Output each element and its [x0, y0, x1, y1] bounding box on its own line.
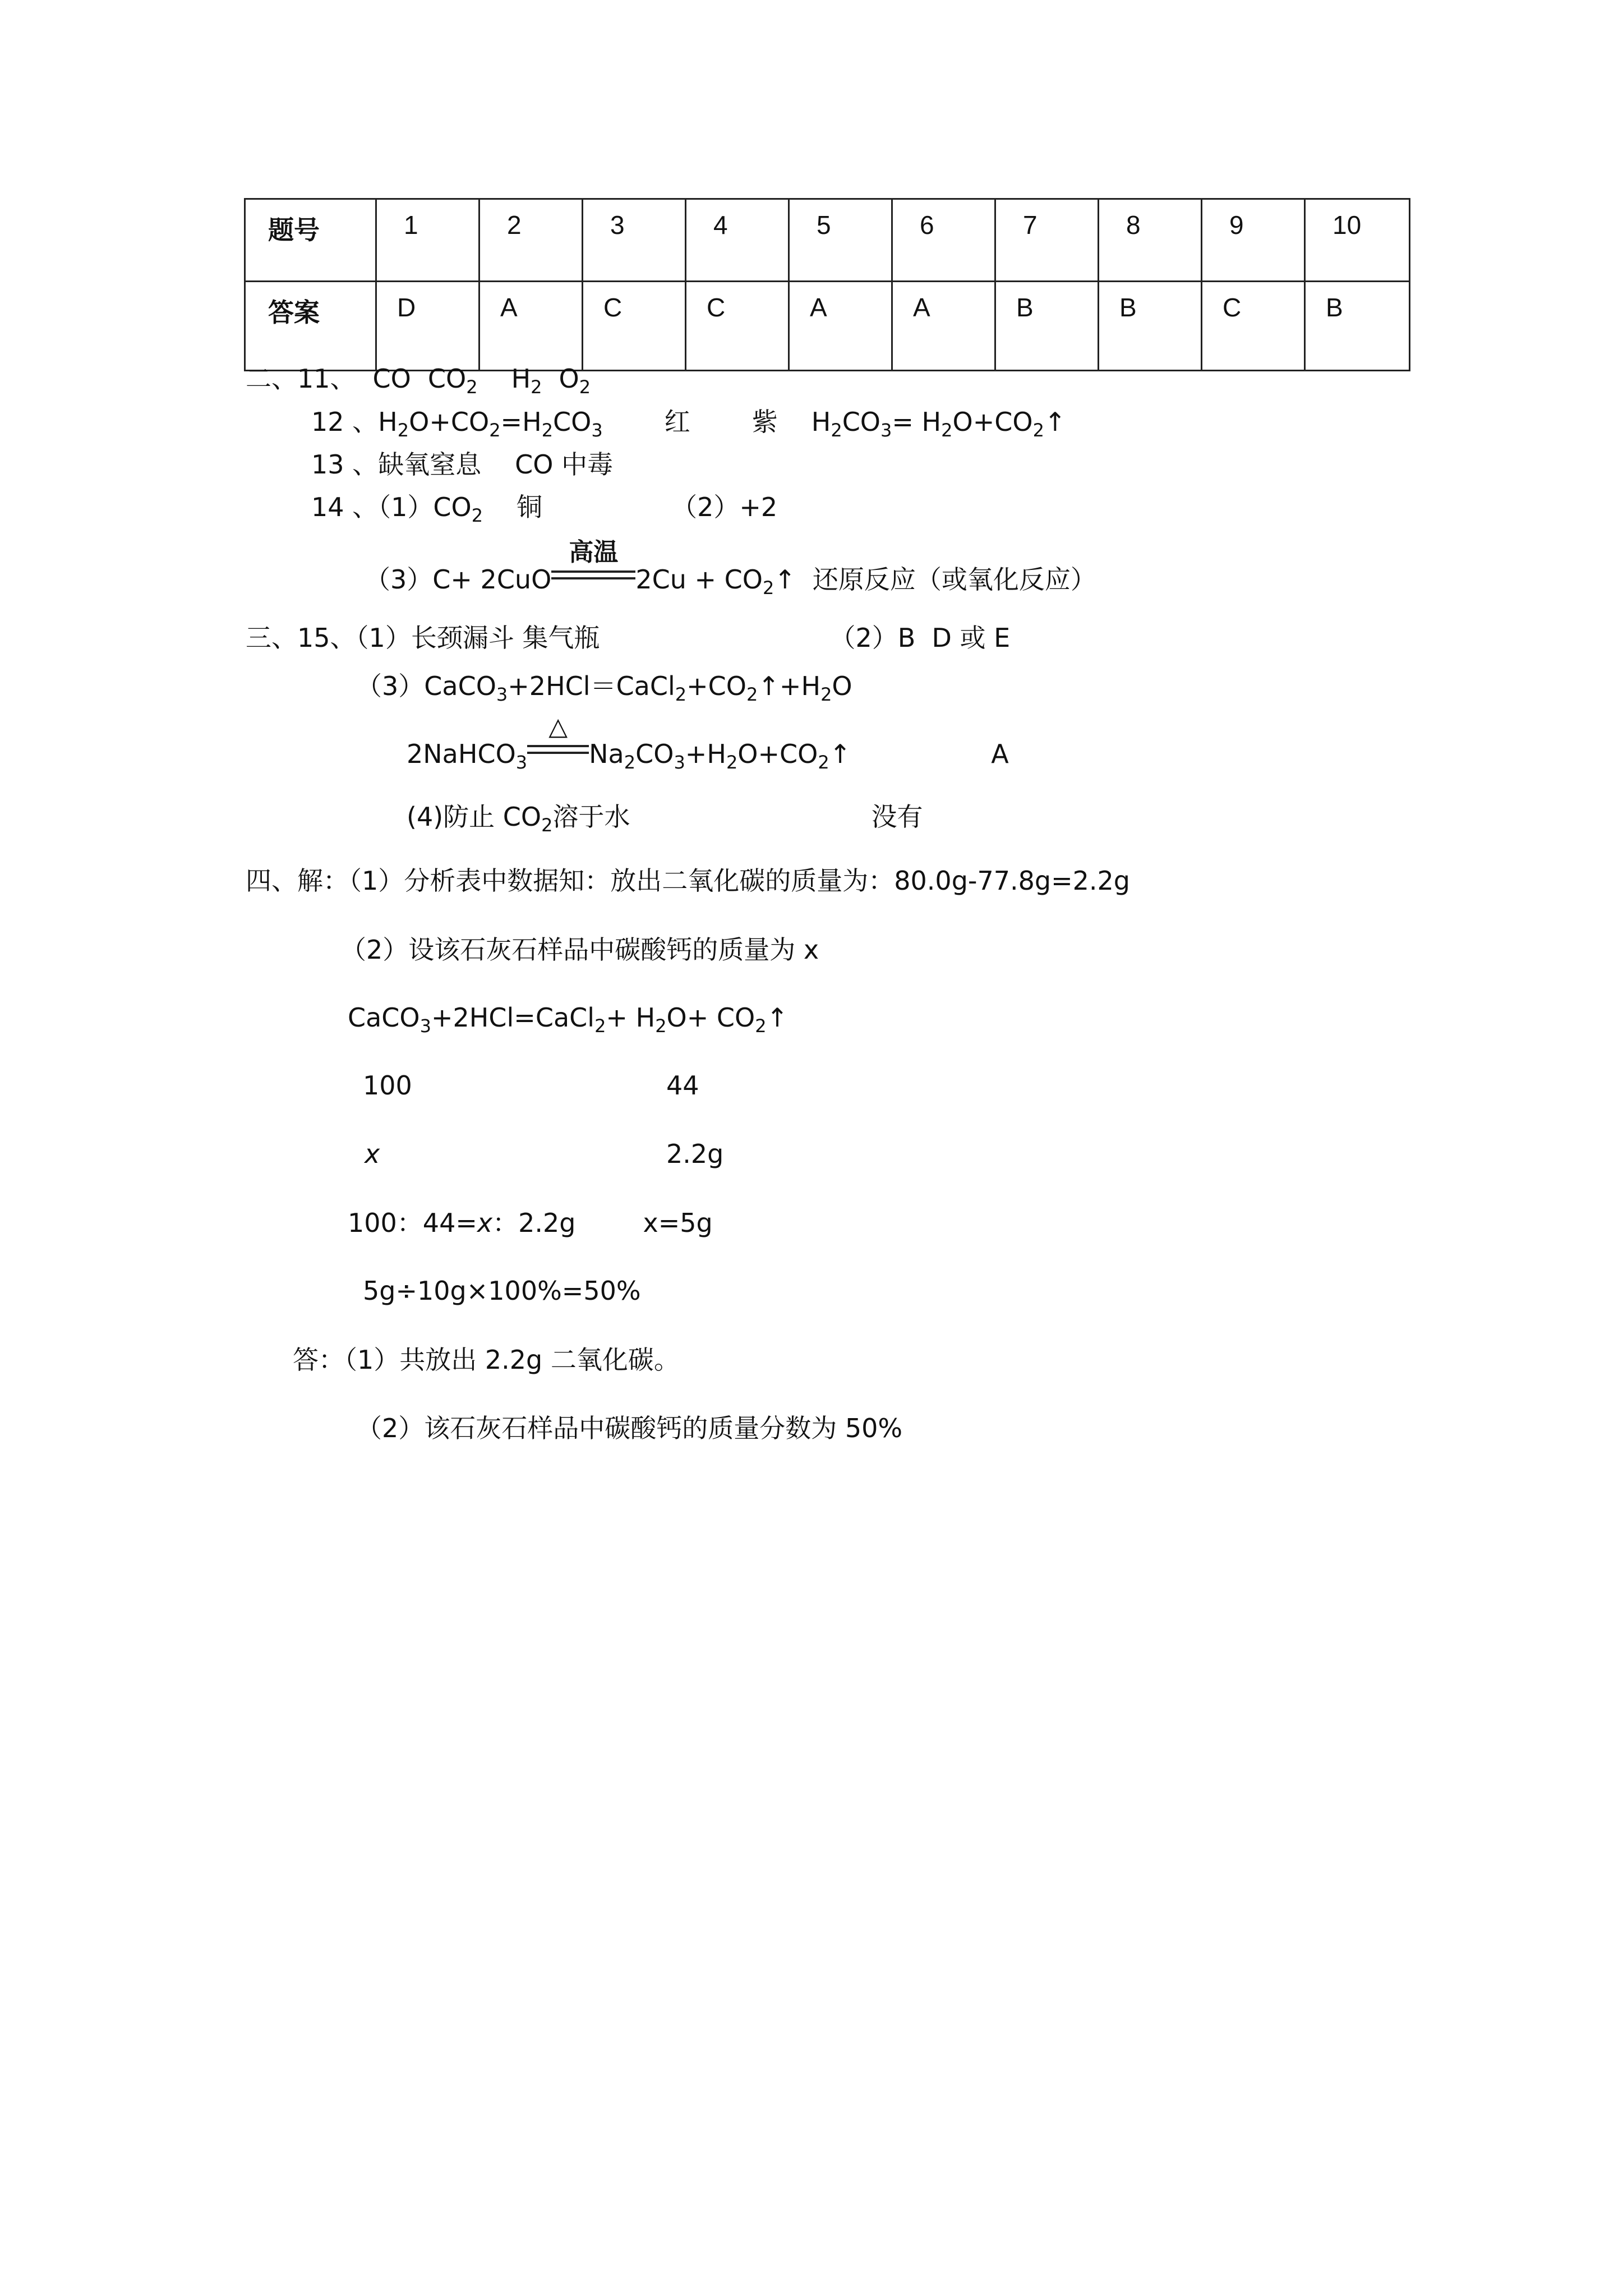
- subscript: 3: [496, 684, 508, 705]
- percent-calculation: 5g÷10g×100%=50%: [363, 1276, 641, 1306]
- header-label: 题号: [245, 199, 376, 282]
- equals-sign-icon: [527, 745, 589, 757]
- table-row-answers: [245, 282, 1410, 371]
- formula-text: CO: [553, 407, 592, 437]
- subscript: 3: [591, 420, 603, 441]
- answer-label: 答案: [245, 282, 376, 371]
- answer-text: 铜: [517, 492, 543, 522]
- subscript: 2: [941, 420, 953, 441]
- reaction-condition: [551, 538, 635, 596]
- subscript: 2: [831, 420, 842, 441]
- formula-text: x=5g: [643, 1208, 713, 1238]
- proportion-line: [348, 1206, 713, 1240]
- formula-text: +H: [685, 739, 726, 769]
- subscript: 2: [675, 684, 687, 705]
- formula-text: = H: [892, 407, 942, 437]
- gas-arrow-icon: ↑: [774, 564, 796, 595]
- table-row-numbers: [245, 199, 1410, 282]
- subscript: 2: [489, 420, 501, 441]
- formula-text: x: [477, 1208, 493, 1238]
- question-number: 7: [995, 199, 1099, 282]
- formula-text: +2HCl＝CaCl: [508, 671, 675, 701]
- subscript: 2: [541, 815, 553, 836]
- subscript: 2: [755, 1015, 767, 1037]
- subscript: 2: [818, 752, 829, 773]
- condition-high-temp: 高温: [569, 538, 619, 567]
- subscript: 2: [762, 577, 774, 599]
- formula-text: +CO: [686, 671, 747, 701]
- answer-text: CO 中毒: [515, 449, 614, 480]
- formula-text: O+CO: [952, 407, 1033, 437]
- gas-arrow-icon: ↑: [766, 1002, 789, 1033]
- answer-cell: B: [1305, 282, 1410, 371]
- solution-equation: [348, 1001, 788, 1037]
- subscript: 2: [624, 752, 636, 773]
- heat-triangle-icon: △: [548, 712, 568, 741]
- formula-text: O+ CO: [666, 1002, 755, 1033]
- answer-cell: B: [995, 282, 1099, 371]
- answer-text: A: [991, 739, 1009, 769]
- molar-mass-right: 44: [666, 1070, 699, 1101]
- answer-line-q15-4: [407, 800, 923, 836]
- formula-text: O: [832, 671, 852, 701]
- formula-text: CO: [372, 364, 411, 394]
- answer-line-q14-3: [365, 538, 1096, 599]
- gas-arrow-icon: ↑: [829, 739, 851, 769]
- answer-text: （1）CO: [378, 492, 472, 522]
- q14-prefix: 14 、: [311, 492, 379, 522]
- subscript: 2: [746, 684, 758, 705]
- answer-cell: D: [376, 282, 479, 371]
- formula-text: + H: [606, 1002, 656, 1033]
- formula-text: H: [811, 407, 831, 437]
- question-number: 1: [376, 199, 479, 282]
- formula-text: H: [511, 364, 531, 394]
- subscript: 2: [726, 752, 738, 773]
- formula-text: Na: [589, 739, 624, 769]
- answer-line-q15-eq2: [407, 712, 1009, 774]
- subscript: 3: [419, 1015, 431, 1037]
- subscript: 2: [471, 505, 483, 526]
- final-answer-2: （2）该石灰石样品中碳酸钙的质量分数为 50%: [356, 1413, 903, 1443]
- formula-text: 100：44=: [348, 1208, 477, 1238]
- formula-text: （3）C+ 2CuO: [365, 564, 552, 595]
- q11-prefix: 二、11、: [246, 364, 356, 394]
- subscript: 3: [880, 420, 892, 441]
- formula-text: CO: [427, 364, 467, 394]
- subscript: 2: [531, 376, 542, 398]
- formula-text: 2NaHCO: [407, 739, 516, 769]
- question-number: 10: [1305, 199, 1410, 282]
- question-number: 5: [789, 199, 892, 282]
- question-number: 9: [1202, 199, 1305, 282]
- solution-line-1: 四、解：（1）分析表中数据知：放出二氧化碳的质量为：80.0g-77.8g=2.2g: [246, 866, 1131, 896]
- formula-text: +2HCl=CaCl: [431, 1002, 595, 1033]
- color-word-red: 红: [664, 407, 690, 437]
- formula-text: 2Cu + CO: [635, 564, 763, 595]
- answer-line-q13: [311, 448, 613, 481]
- reaction-condition: [527, 712, 589, 771]
- q15-prefix: 三、15、: [246, 623, 356, 653]
- answer-line-q14: [311, 490, 777, 527]
- answer-text: 没有: [871, 802, 923, 832]
- formula-text: CO: [635, 739, 674, 769]
- answer-line-q11: [246, 362, 591, 398]
- answer-text: (4)防止 CO: [407, 802, 542, 832]
- subscript: 2: [579, 376, 591, 398]
- answer-line-q15: [246, 621, 1010, 655]
- formula-text: O+CO: [737, 739, 818, 769]
- formula-text: CaCO: [348, 1002, 420, 1033]
- answer-cell: A: [789, 282, 892, 371]
- answer-line-q15-3: [356, 669, 852, 706]
- answer-text: （2）+2: [671, 492, 778, 522]
- answer-text: 溶于水: [552, 802, 630, 832]
- subscript: 3: [674, 752, 685, 773]
- formula-text: CO: [842, 407, 881, 437]
- question-number: 4: [686, 199, 789, 282]
- subscript: 2: [397, 420, 409, 441]
- answer-cell: A: [892, 282, 995, 371]
- subscript: 2: [655, 1015, 667, 1037]
- answer-text: （1）长颈漏斗 集气瓶: [356, 623, 600, 653]
- answer-cell: A: [479, 282, 583, 371]
- answer-text: （2）B D 或 E: [829, 623, 1011, 653]
- molar-mass-left: 100: [363, 1070, 412, 1101]
- question-number: 8: [1099, 199, 1202, 282]
- q12-prefix: 12 、: [311, 407, 379, 437]
- subscript: 2: [820, 684, 832, 705]
- subscript: 2: [541, 420, 554, 441]
- formula-text: O: [559, 364, 579, 394]
- formula-text: H: [378, 407, 398, 437]
- answer-cell: C: [583, 282, 686, 371]
- known-mass: 2.2g: [666, 1139, 724, 1169]
- formula-text: ：2.2g: [492, 1208, 576, 1238]
- answer-cell: B: [1099, 282, 1202, 371]
- color-word-purple: 紫: [751, 407, 778, 437]
- answer-cell: C: [686, 282, 789, 371]
- formula-text: O+CO: [409, 407, 490, 437]
- answer-line-q12: [311, 405, 1066, 441]
- subscript: 2: [594, 1015, 606, 1037]
- subscript: 2: [1032, 420, 1044, 441]
- subscript: 3: [515, 752, 528, 773]
- gas-arrow-icon: ↑: [1044, 407, 1066, 437]
- reaction-type-note: 还原反应（或氧化反应）: [812, 564, 1096, 595]
- question-number: 6: [892, 199, 995, 282]
- formula-text: ↑+H: [758, 671, 821, 701]
- formula-text: （3）CaCO: [356, 671, 496, 701]
- question-number: 3: [583, 199, 686, 282]
- q13-prefix: 13 、: [311, 449, 379, 480]
- final-answer-1: 答：（1）共放出 2.2g 二氧化碳。: [293, 1345, 680, 1375]
- answer-table: [244, 198, 1410, 371]
- unknown-x: x: [365, 1139, 380, 1169]
- equals-sign-icon: [551, 570, 635, 583]
- question-number: 2: [479, 199, 583, 282]
- formula-text: =H: [500, 407, 542, 437]
- answer-text: 缺氧窒息: [378, 449, 482, 480]
- answer-cell: C: [1202, 282, 1305, 371]
- subscript: 2: [466, 376, 478, 398]
- solution-line-2: （2）设该石灰石样品中碳酸钙的质量为 x: [340, 935, 819, 965]
